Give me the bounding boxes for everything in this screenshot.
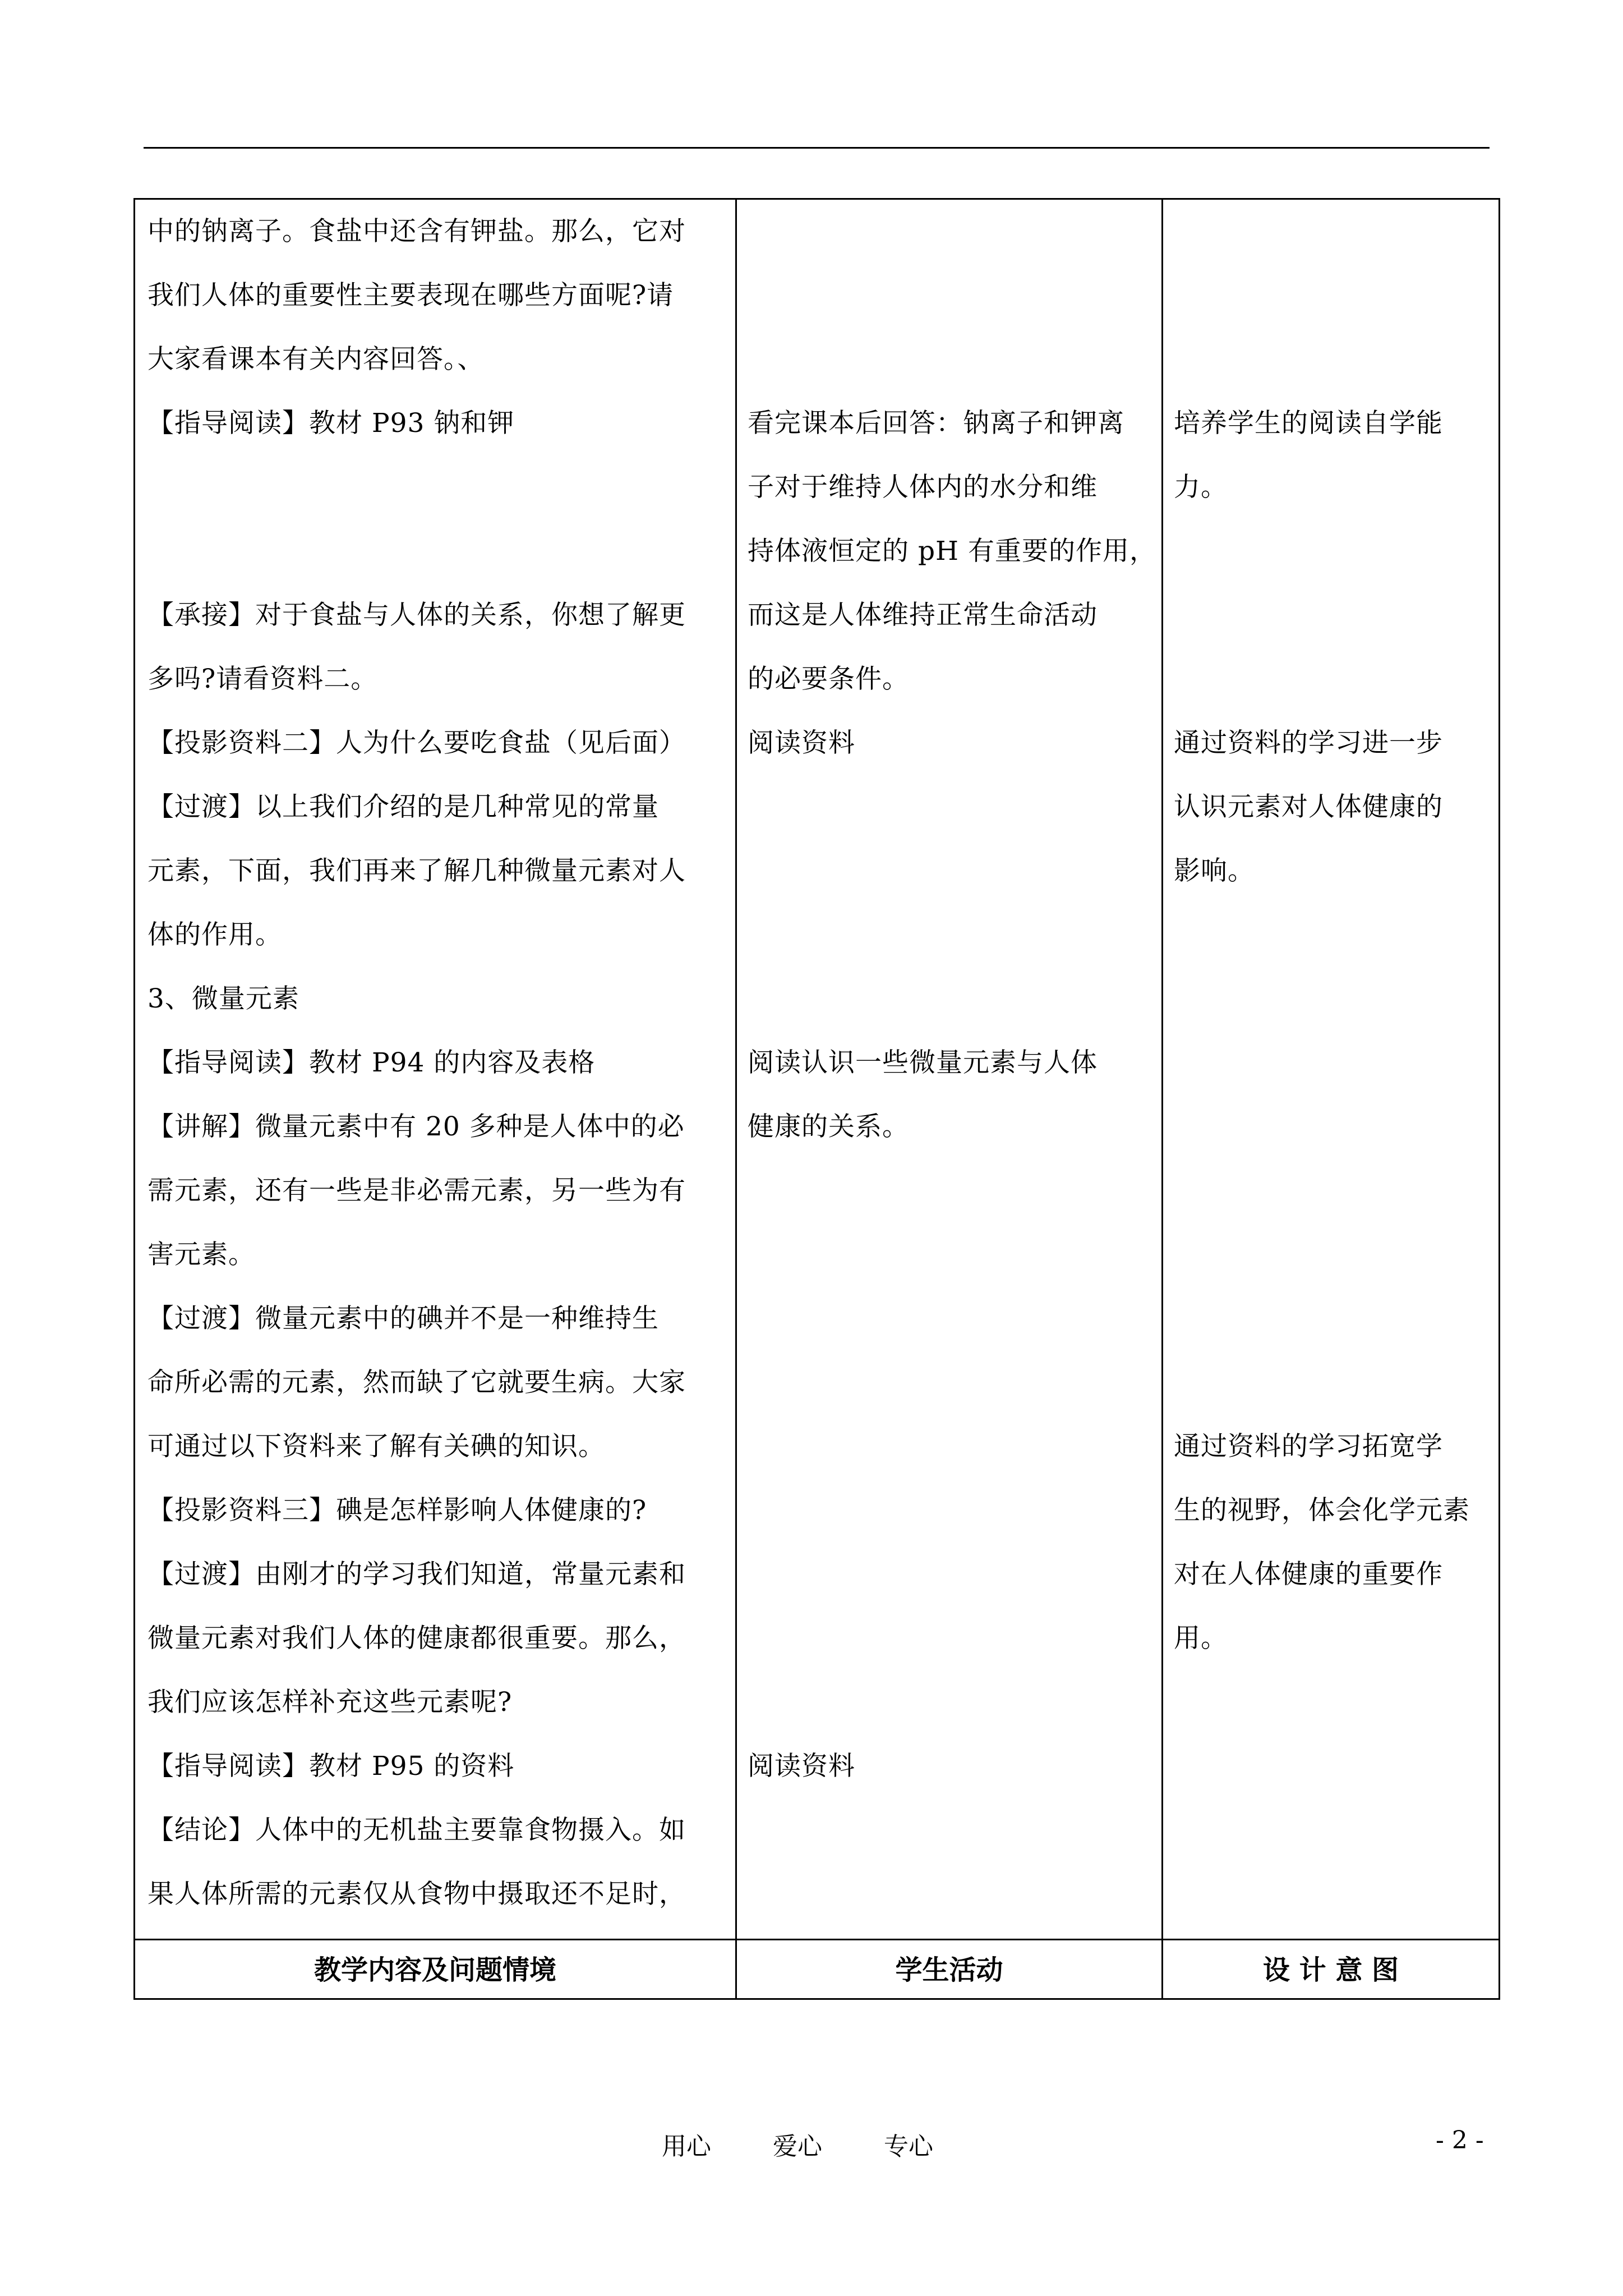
design-intent-column xyxy=(1174,200,1488,1671)
text-line: 【指导阅读】教材 P94 的内容及表格 xyxy=(147,1047,596,1078)
column-divider-2 xyxy=(1161,200,1163,1998)
header-design-intent: 设 计 意 图 xyxy=(1262,1954,1399,1986)
text-line: 害元素。 xyxy=(147,1239,255,1270)
text-line xyxy=(748,1415,1157,1479)
text-line: 【投影资料三】碘是怎样影响人体健康的? xyxy=(147,1495,647,1526)
text-line xyxy=(748,1287,1157,1351)
text-line xyxy=(1174,1159,1488,1223)
text-line xyxy=(748,1223,1157,1287)
text-line: 微量元素对我们人体的健康都很重要。那么， xyxy=(147,1623,686,1654)
text-line: 生的视野，体会化学元素 xyxy=(1174,1495,1470,1526)
text-line: 力。 xyxy=(1174,472,1228,503)
header-student-activity: 学生活动 xyxy=(895,1954,1003,1986)
footer-motto-word: 用心 xyxy=(662,2132,711,2161)
footer-motto-word: 专心 xyxy=(884,2132,933,2161)
text-line xyxy=(1174,647,1488,711)
text-line: 【指导阅读】教材 P95 的资料 xyxy=(147,1751,515,1782)
footer-motto xyxy=(662,2126,995,2162)
text-line xyxy=(748,903,1157,967)
text-line: 【过渡】由刚才的学习我们知道，常量元素和 xyxy=(147,1559,686,1590)
text-line: 健康的关系。 xyxy=(748,1111,909,1142)
text-line xyxy=(1174,903,1488,967)
text-line xyxy=(748,967,1157,1031)
text-line: 【讲解】微量元素中有 20 多种是人体中的必 xyxy=(147,1111,685,1142)
text-line: 【过渡】微量元素中的碘并不是一种维持生 xyxy=(147,1303,659,1334)
text-line xyxy=(748,775,1157,839)
text-line: 命所必需的元素，然而缺了它就要生病。大家 xyxy=(147,1367,686,1398)
student-activity-column xyxy=(748,200,1157,1798)
text-line: 认识元素对人体健康的 xyxy=(1174,792,1443,822)
page-number: - 2 - xyxy=(1436,2126,1484,2155)
text-line: 培养学生的阅读自学能 xyxy=(1174,408,1443,439)
text-line: 我们应该怎样补充这些元素呢? xyxy=(147,1687,513,1718)
text-line xyxy=(1174,1031,1488,1095)
text-line: 的必要条件。 xyxy=(748,664,909,694)
header-teaching-content: 教学内容及问题情境 xyxy=(313,1954,556,1986)
text-line: 阅读资料 xyxy=(748,728,855,758)
text-line xyxy=(748,1351,1157,1415)
text-line: 我们人体的重要性主要表现在哪些方面呢?请 xyxy=(147,280,674,311)
text-line: 阅读认识一些微量元素与人体 xyxy=(748,1047,1098,1078)
text-line xyxy=(748,264,1157,328)
teaching-content-column xyxy=(147,200,731,1926)
text-line: 持体液恒定的 pH 有重要的作用， xyxy=(748,536,1156,567)
text-line: 3、微量元素 xyxy=(147,983,299,1014)
text-line xyxy=(1174,264,1488,328)
text-line xyxy=(748,839,1157,903)
text-line: 对在人体健康的重要作 xyxy=(1174,1559,1443,1590)
text-line xyxy=(748,1607,1157,1671)
text-line xyxy=(748,1671,1157,1734)
text-line: 大家看课本有关内容回答。、 xyxy=(147,344,485,375)
text-line: 元素，下面，我们再来了解几种微量元素对人 xyxy=(147,855,686,886)
text-line xyxy=(1174,583,1488,647)
text-line: 中的钠离子。食盐中还含有钾盐。那么，它对 xyxy=(147,216,686,247)
text-line: 通过资料的学习拓宽学 xyxy=(1174,1431,1443,1462)
text-line: 看完课本后回答：钠离子和钾离 xyxy=(748,408,1124,439)
text-line: 【过渡】以上我们介绍的是几种常见的常量 xyxy=(147,792,659,822)
text-line xyxy=(1174,1287,1488,1351)
header-rule xyxy=(144,147,1490,149)
text-line: 通过资料的学习进一步 xyxy=(1174,728,1443,758)
text-line: 多吗?请看资料二。 xyxy=(147,664,378,694)
text-line xyxy=(748,1159,1157,1223)
text-line: 可通过以下资料来了解有关碘的知识。 xyxy=(147,1431,605,1462)
footer-motto-word: 爱心 xyxy=(773,2132,822,2161)
text-line: 【承接】对于食盐与人体的关系，你想了解更 xyxy=(147,600,686,631)
table-header-row xyxy=(135,1939,1498,2001)
text-line xyxy=(147,455,731,519)
text-line xyxy=(748,1543,1157,1607)
text-line xyxy=(1174,200,1488,264)
text-line xyxy=(1174,328,1488,392)
text-line: 子对于维持人体内的水分和维 xyxy=(748,472,1098,503)
text-line xyxy=(1174,1351,1488,1415)
text-line: 而这是人体维持正常生命活动 xyxy=(748,600,1098,631)
text-line xyxy=(1174,1095,1488,1159)
text-line xyxy=(1174,519,1488,583)
text-line: 用。 xyxy=(1174,1623,1228,1654)
text-line: 【指导阅读】教材 P93 钠和钾 xyxy=(147,408,515,439)
text-line: 【结论】人体中的无机盐主要靠食物摄入。如 xyxy=(147,1815,686,1846)
text-line xyxy=(748,1479,1157,1543)
text-line xyxy=(748,200,1157,264)
text-line: 【投影资料二】人为什么要吃食盐（见后面） xyxy=(147,728,686,758)
text-line: 果人体所需的元素仅从食物中摄取还不足时， xyxy=(147,1879,686,1910)
text-line: 体的作用。 xyxy=(147,919,282,950)
text-line xyxy=(1174,967,1488,1031)
text-line: 影响。 xyxy=(1174,855,1255,886)
text-line xyxy=(748,328,1157,392)
text-line: 需元素，还有一些是非必需元素，另一些为有 xyxy=(147,1175,686,1206)
lesson-plan-table xyxy=(133,198,1500,2000)
column-divider-1 xyxy=(735,200,737,1998)
text-line xyxy=(147,519,731,583)
text-line xyxy=(1174,1223,1488,1287)
text-line: 阅读资料 xyxy=(748,1751,855,1782)
